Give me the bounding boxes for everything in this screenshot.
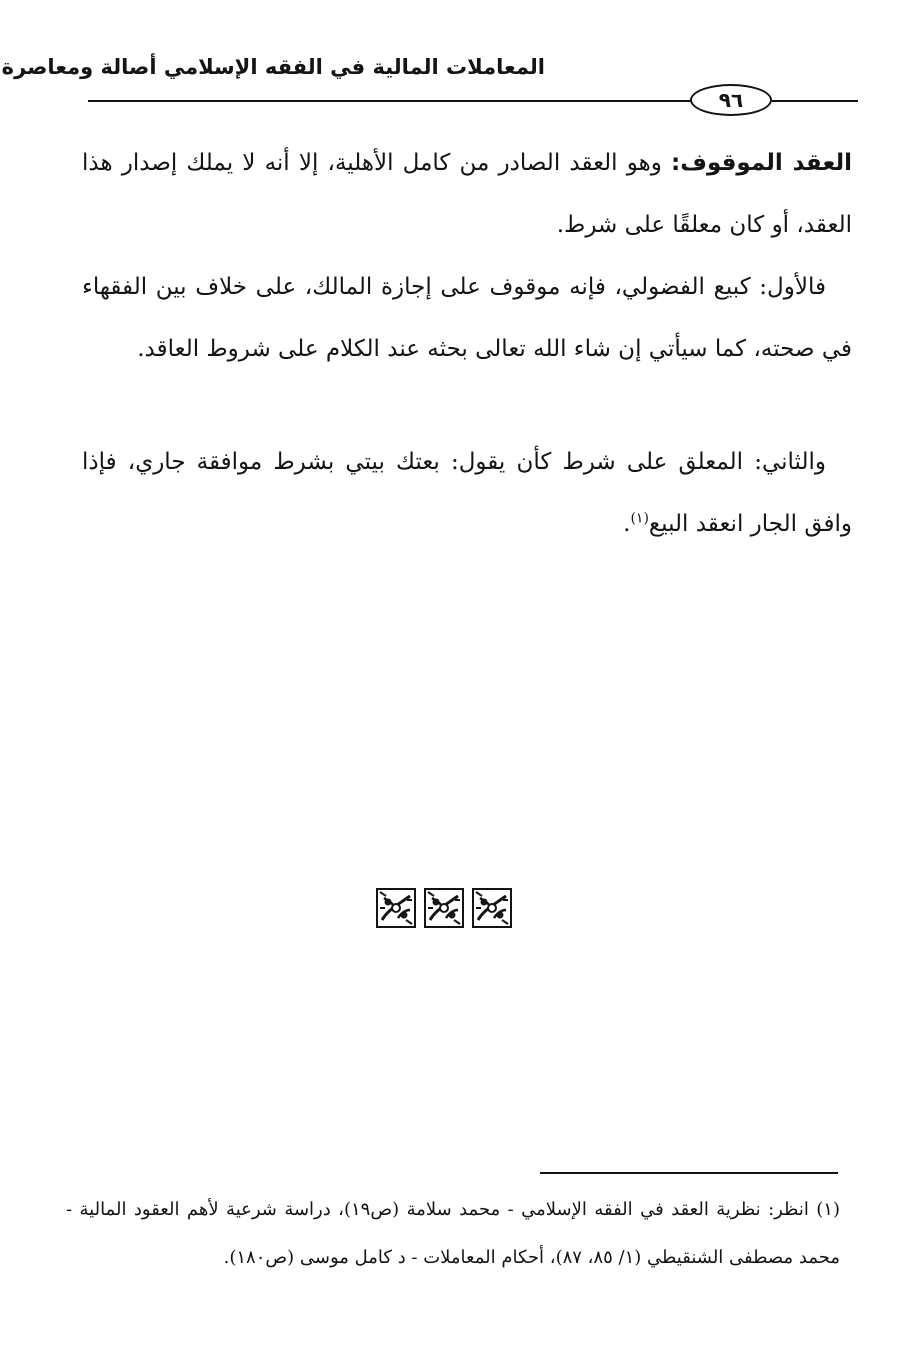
paragraph-text: فالأول: كبيع الفضولي، فإنه موقوف على إجازة المالك، على خلاف بين الفقهاء في صحته، كما سيأتي إن شاء الله تعالى بحثه عند الكلام على شروط العاقد. <box>82 274 852 362</box>
paragraph-text: وهو العقد الصادر من كامل الأهلية، إلا أنه لا يملك إصدار هذا العقد، أو كان معلقًا على شرط. <box>82 150 852 238</box>
floral-ornament-icon <box>472 888 512 928</box>
term-heading: العقد الموقوف: <box>671 150 852 176</box>
header-rule-right <box>772 100 858 102</box>
header-rule-left <box>88 100 692 102</box>
paragraph-end: . <box>623 511 631 537</box>
footnote-text: (١) انظر: نظرية العقد في الفقه الإسلامي - محمد سلامة (ص١٩)، دراسة شرعية لأهم العقود المالية - محمد مصطفى الشنقيطي (١/ ٨٥، ٨٧)، أحكام المعاملات - د كامل موسى (ص١٨٠). <box>66 1199 840 1268</box>
paragraph-second-type <box>82 431 852 555</box>
footnote-separator <box>540 1172 838 1174</box>
floral-ornament-icon <box>376 888 416 928</box>
paragraph-text: والثاني: المعلق على شرط كأن يقول: بعتك بيتي بشرط موافقة جاري، فإذا وافق الجار انعقد البيع <box>82 449 852 537</box>
floral-ornament-icon <box>424 888 464 928</box>
running-title: المعاملات المالية في الفقه الإسلامي أصالة ومعاصرة <box>1 55 545 79</box>
page-number: ٩٦ <box>690 84 772 116</box>
paragraph-mawquf-definition <box>82 132 852 256</box>
footnote-reference[interactable]: (١) <box>630 510 649 527</box>
section-ornament <box>376 888 512 930</box>
paragraph-first-type <box>82 256 852 380</box>
